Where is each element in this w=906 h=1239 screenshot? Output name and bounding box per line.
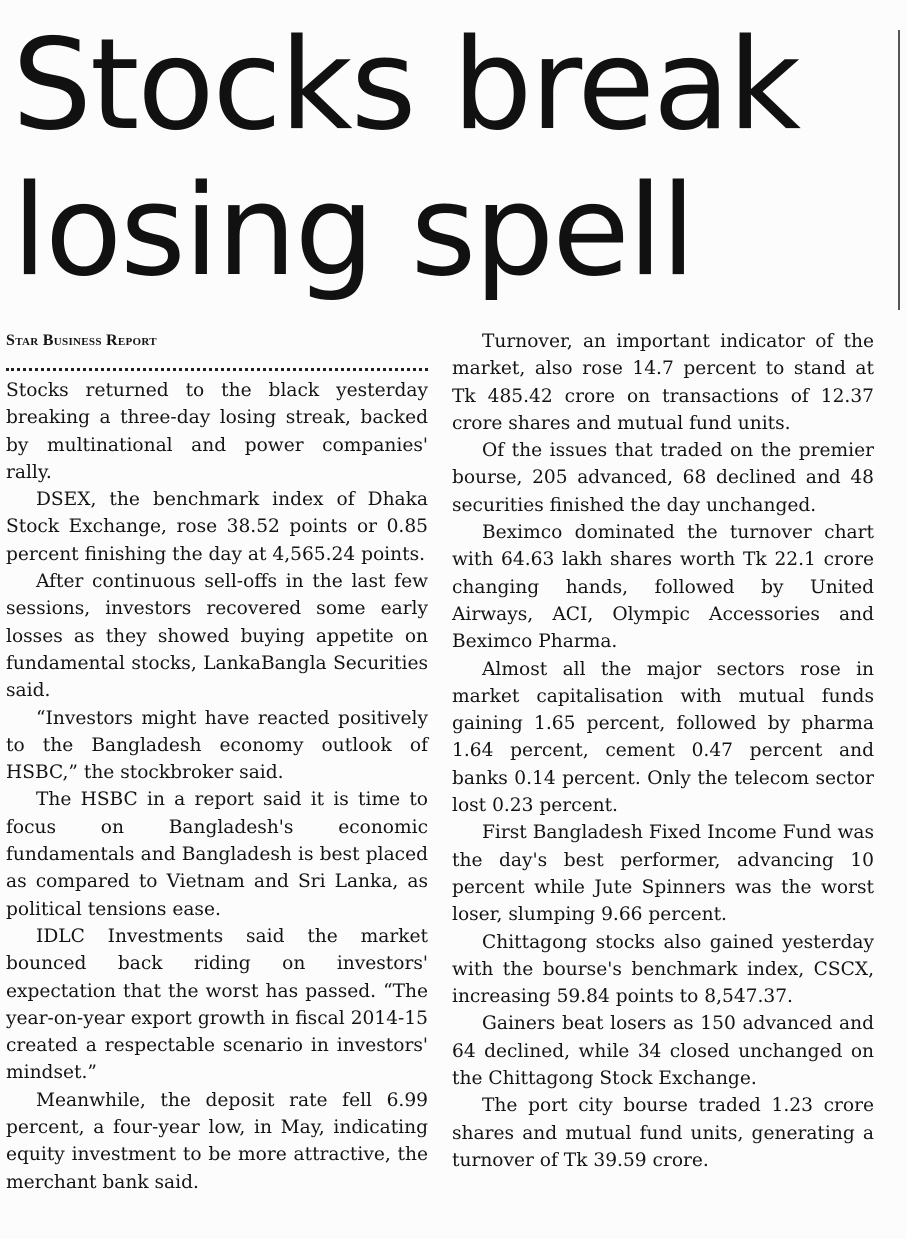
paragraph: Gainers beat losers as 150 advanced and 64 declined, while 34 closed unchanged on the Chittagong Stock Exchange. [452,1013,874,1090]
paragraph: Chittagong stocks also gained yesterday with the bourse's benchmark index, CSCX, increasing 59.84 points to 8,547.37. [452,931,874,1008]
paragraph: After continuous sell-offs in the last few sessions, investors recovered some early losses as they showed buying appetite on fundamental stocks, LankaBangla Securities said. [6,571,428,702]
dotted-divider [6,358,428,371]
headline-line-2: losing spell [12,157,694,304]
paragraph: Almost all the major sectors rose in market capitalisation with mutual funds gaining 1.65 percent, followed by pharma 1.64 percent, cement 0.47 percent and banks 0.14 percent. Only the telecom sector lost 0.23 percent. [452,658,874,817]
paragraph: DSEX, the benchmark index of Dhaka Stock Exchange, rose 38.52 points or 0.85 percent finishing the day at 4,565.24 points. [6,489,428,565]
paragraph: Beximco dominated the turnover chart with 64.63 lakh shares worth Tk 22.1 crore changing hands, followed by United Airways, ACI, Olympic Accessories and Beximco Pharma. [452,522,874,653]
paragraph: Meanwhile, the deposit rate fell 6.99 percent, a four-year low, in May, indicating equity investment to be more attractive, the merchant bank said. [6,1089,428,1193]
paragraph: The port city bourse traded 1.23 crore shares and mutual fund units, generating a turnover of Tk 39.59 crore. [452,1095,874,1171]
paragraph: Of the issues that traded on the premier bourse, 205 advanced, 68 declined and 48 securities finished the day unchanged. [452,440,874,516]
right-column [452,328,874,1174]
column-rule [898,30,900,310]
paragraph: The HSBC in a report said it is time to focus on Bangladesh's economic fundamentals and Bangladesh is best placed as compared to Vietnam and Sri Lanka, as political tensions ease. [6,789,428,920]
paragraph: “Investors might have reacted positively to the Bangladesh economy outlook of HSBC,” the stockbroker said. [6,707,428,784]
paragraph: Turnover, an important indicator of the market, also rose 14.7 percent to stand at Tk 485.42 crore on transactions of 12.37 crore shares and mutual fund units. [452,331,874,434]
paragraph: First Bangladesh Fixed Income Fund was the day's best performer, advancing 10 percent while Jute Spinners was the worst loser, slumping 9.66 percent. [452,822,874,926]
headline-line-1: Stocks break [12,11,800,158]
byline: Star Business Report [6,332,157,349]
paragraph: Stocks returned to the black yesterday breaking a three-day losing streak, backed by multinational and power companies' rally. [6,380,428,483]
headline [12,12,892,304]
paragraph: IDLC Investments said the market bounced back riding on investors' expectation that the worst has passed. “The year-on-year export growth in fiscal 2014-15 created a respectable scenario in investors' mindset.” [6,925,428,1084]
left-column [6,328,428,1196]
